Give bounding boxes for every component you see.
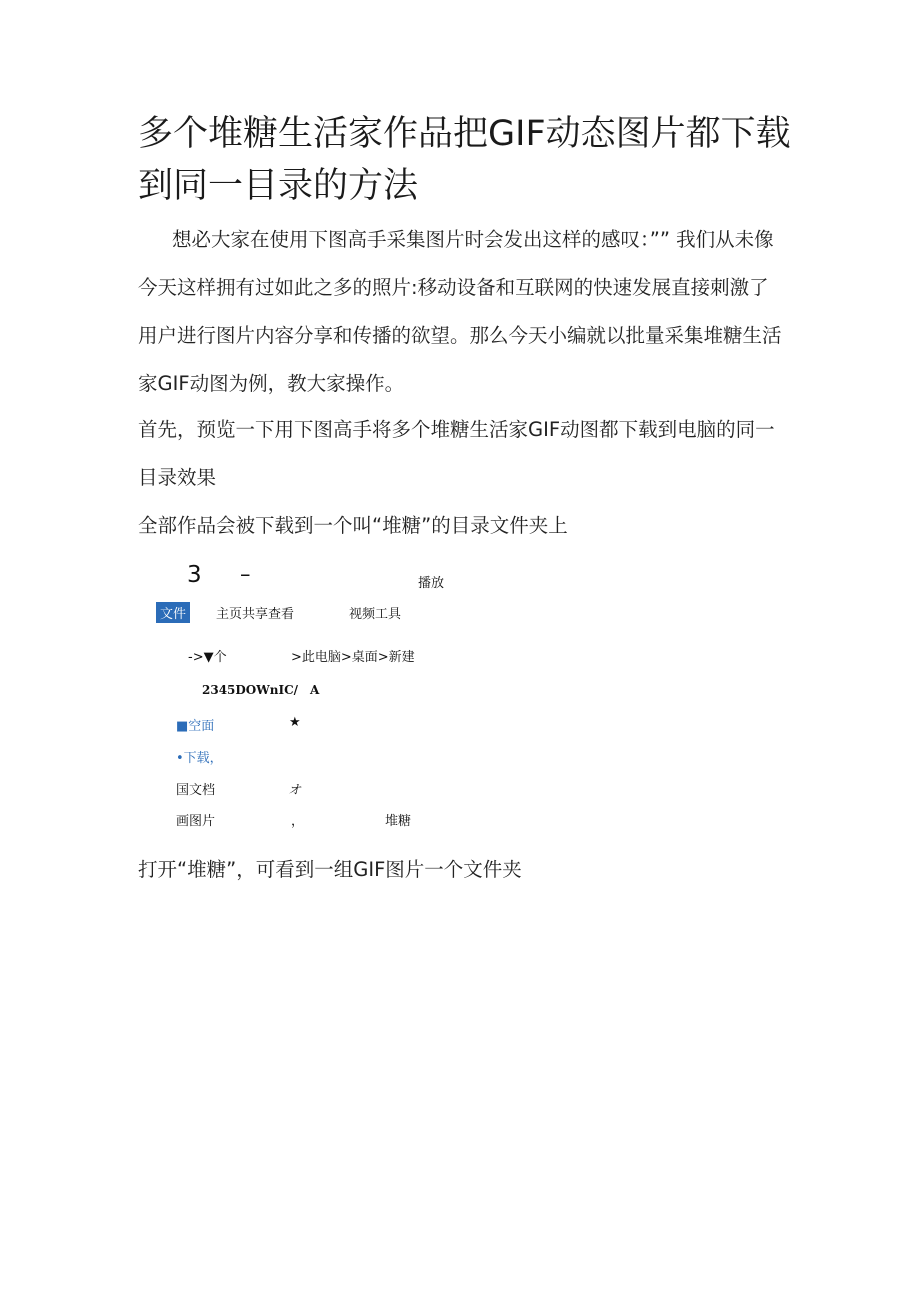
sidebar-item-pictures[interactable]: 画图片 xyxy=(176,814,216,829)
preview-paragraph: 首先，预览一下用下图高手将多个堆糖生活家GIF动图都下载到电脑的同一目录效果 xyxy=(138,418,775,489)
quick-access-dash: – xyxy=(240,562,251,586)
sidebar-item-desktop[interactable]: ■空面 xyxy=(176,719,215,734)
ribbon-tab-file[interactable]: 文件 xyxy=(156,602,190,623)
quick-access-number: 3 xyxy=(187,562,202,588)
folder-item-2345downloads[interactable]: 2345DOWnIC/ xyxy=(202,683,299,697)
folder-item-a[interactable]: A xyxy=(310,683,320,697)
address-breadcrumb[interactable]: >此电脑>桌面>新建 xyxy=(291,650,415,665)
ribbon-tab-video-tools[interactable]: 视频工具 xyxy=(349,607,402,622)
nav-back-forward-up[interactable]: ->▼个 xyxy=(188,650,227,665)
download-folder-paragraph: 全部作品会被下载到一个叫“堆糖”的目录文件夹上 xyxy=(138,514,568,537)
open-folder-paragraph: 打开“堆糖”，可看到一组GIF图片一个文件夹 xyxy=(138,858,522,881)
ribbon-tabs-home-share-view[interactable]: 主页共享查看 xyxy=(216,607,295,622)
intro-paragraph: 想必大家在使用下图高手采集图片时会发出这样的感叹：”” 我们从未像今天这样拥有过如此之多的照片:移动设备和互联网的快速发展直接刺激了用户进行图片内容分享和传播的欲望。那么今天小编就以批量采集堆糖生活家GIF动图为例，教大家操作。 xyxy=(138,228,782,395)
pin-mark: ， xyxy=(291,814,305,829)
sidebar-item-documents[interactable]: 国文档 xyxy=(176,783,216,798)
file-explorer-screenshot xyxy=(0,560,920,840)
document-title: 多个堆糖生活家作品把GIF动态图片都下载到同一目录的方法 xyxy=(138,114,791,206)
pin-icon: オ xyxy=(288,783,302,798)
sidebar-item-downloads[interactable]: •下载， xyxy=(176,751,223,766)
pin-star-icon: ★ xyxy=(289,715,301,730)
play-context-tab[interactable]: 播放 xyxy=(418,576,445,591)
folder-item-duitang[interactable]: 堆糖 xyxy=(385,814,412,829)
